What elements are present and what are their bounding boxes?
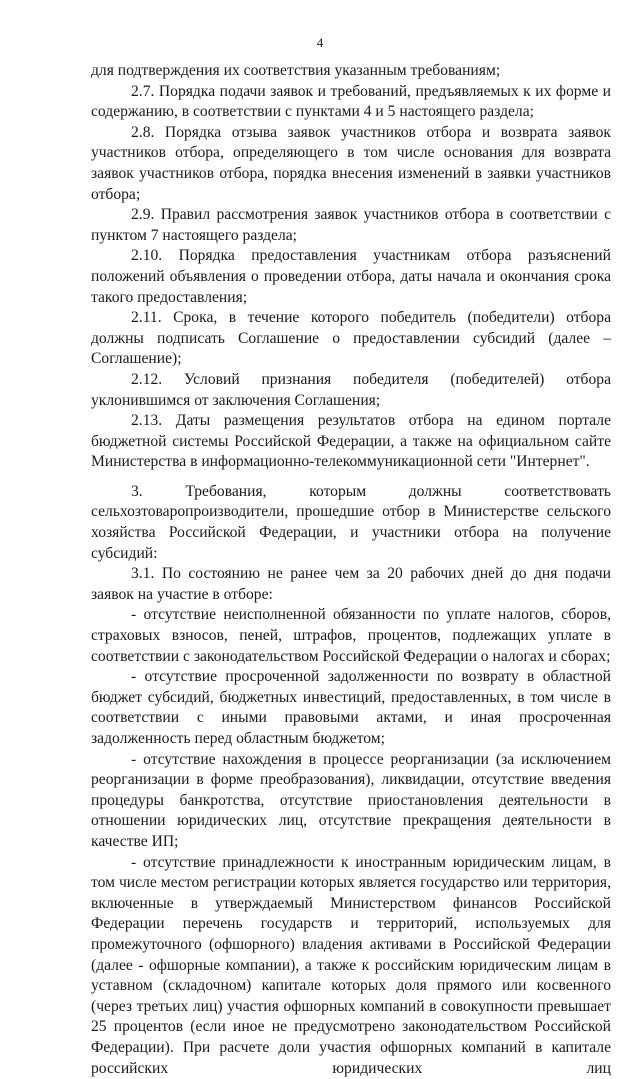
requirement-taxes: - отсутствие неисполненной обязанности по уплате налогов, сборов, страховых взносов, пеней, штрафов, процентов, подлежащих уплате в соответствии с законодательством Российской Федерации о налогах и сборах; [91, 606, 611, 665]
requirement-offshore: - отсутствие принадлежности к иностранным юридическим лицам, в том числе местом регистрации которых является государство или территория, включенные в утверждаемый Министерством финансов Российской Федерации перечень государств и территорий, используемых для промежуточного (офшорного) владения активами в Российской Федерации (далее - офшорные компании), а также к российским юридическим лицам в уставном (складочном) капитале которых доля прямого или косвенного (через третьих лиц) участия офшорных компаний в совокупности превышает 25 процентов (если иное не предусмотрено законодательством Российской Федерации). При расчете доли участия офшорных компаний в капитале российских юридических лиц [91, 853, 611, 1077]
paragraph-2-11: 2.11. Срока, в течение которого победитель (победители) отбора должны подписать Соглашение о предоставлении субсидий (далее – Соглашение); [91, 309, 611, 368]
section-3-heading: 3. Требования, которым должны соответствовать сельхозтоваропроизводители, прошедшие отбор в Министерстве сельского хозяйства Российской Федерации, и участники отбора на получение субсидий: [91, 482, 611, 562]
paragraph-2-13: 2.13. Даты размещения результатов отбора на едином портале бюджетной системы Российской Федерации, а также на официальном сайте Министерства в информационно-телекоммуникационной сети "Интернет". [91, 412, 611, 471]
paragraph-3-1: 3.1. По состоянию не ранее чем за 20 рабочих дней до дня подачи заявок на участие в отборе: [91, 565, 611, 603]
paragraph-2-10: 2.10. Порядка предоставления участникам отбора разъяснений положений объявления о проведении отбора, даты начала и окончания срока такого предоставления; [91, 247, 611, 306]
paragraph-continuation: для подтверждения их соответствия указанным требованиям; [91, 62, 501, 79]
requirement-debt: - отсутствие просроченной задолженности по возврату в областной бюджет субсидий, бюджетных инвестиций, предоставленных, в том числе в соответствии с иными правовыми актами, и иная просроченная задолженность перед областным бюджетом; [91, 668, 611, 747]
page-number: 4 [316, 35, 324, 50]
paragraph-2-8: 2.8. Порядка отзыва заявок участников отбора и возврата заявок участников отбора, определяющего в том числе основания для возврата заявок участников отбора, порядка внесения изменений в заявки участников отбора; [91, 123, 611, 203]
paragraph-2-7: 2.7. Порядка подачи заявок и требований, предъявляемых к их форме и содержанию, в соответствии с пунктами 4 и 5 настоящего раздела; [91, 82, 611, 121]
paragraph-2-9: 2.9. Правил рассмотрения заявок участников отбора в соответствии с пунктом 7 настоящего раздела; [91, 206, 611, 244]
document-body [91, 61, 611, 1079]
requirement-reorganization: - отсутствие нахождения в процессе реорганизации (за исключением реорганизации в форме преобразования), ликвидации, отсутствие введения процедуры банкротства, отсутствие приостановления деятельности в отношении юридических лиц, отсутствие прекращения деятельности в качестве ИП; [91, 750, 611, 850]
paragraph-2-12: 2.12. Условий признания победителя (победителей) отбора уклонившимся от заключения Соглашения; [91, 370, 611, 409]
